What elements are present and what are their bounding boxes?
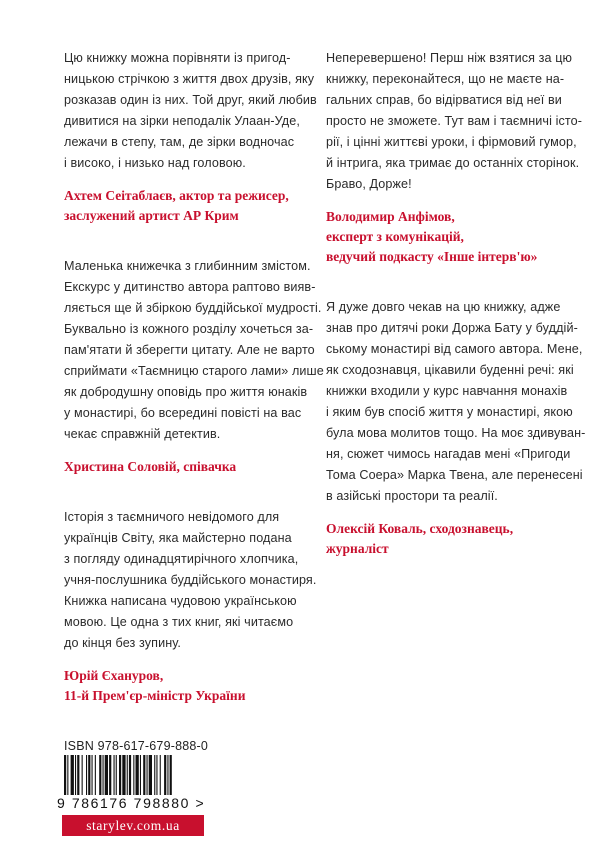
text-line: лежачи в степу, там, де зірки водночас bbox=[64, 135, 295, 149]
text-line: Я дуже довго чекав на цю книжку, адже bbox=[326, 300, 561, 314]
text-line: Тома Соера» Марка Твена, але перенесені bbox=[326, 468, 583, 482]
text-line: гальних справ, бо відірватися від неї ви bbox=[326, 93, 562, 107]
review-text bbox=[64, 48, 317, 174]
text-line: Історія з таємничого невідомого для bbox=[64, 510, 280, 524]
text-line: ня, сюжет чимось нагадав мені «Пригоди bbox=[326, 447, 571, 461]
text-line: й інтрига, яка тримає до останніх сторінок. bbox=[326, 156, 580, 170]
review-text bbox=[326, 297, 586, 507]
review bbox=[326, 48, 582, 267]
author-line: Ахтем Сеітаблаєв, актор та режисер, bbox=[64, 188, 289, 203]
text-line: Неперевершено! Перш ніж взятися за цю bbox=[326, 51, 573, 65]
text-line: книжки входили у курс навчання монахів bbox=[326, 384, 568, 398]
text-line: ляється ще й збіркою буддійської мудрості. bbox=[64, 301, 322, 315]
text-line: рії, і цінні життєві уроки, і фірмовий гумор, bbox=[326, 135, 577, 149]
text-line: в азійські простори та реалії. bbox=[326, 489, 498, 503]
review bbox=[64, 507, 317, 706]
text-line: сприймати «Таємницю старого лами» лише bbox=[64, 364, 324, 378]
author-line: заслужений артист АР Крим bbox=[64, 208, 239, 223]
text-line: просто не зможете. Тут вам і таємничі істо- bbox=[326, 114, 582, 128]
author-line: ведучий подкасту «Інше інтерв'ю» bbox=[326, 249, 538, 264]
review-text bbox=[64, 256, 324, 445]
right-column bbox=[326, 48, 586, 583]
review-author bbox=[326, 519, 566, 559]
website-badge bbox=[62, 815, 204, 836]
text-line: як добродушну оповідь про життя юнаків bbox=[64, 385, 308, 399]
author-line: Христина Соловій, співачка bbox=[64, 459, 237, 474]
text-line: пам'ятати й зберегти цитату. Але не варто bbox=[64, 343, 315, 357]
text-line: дивитися на зірки неподалік Улаан-Уде, bbox=[64, 114, 300, 128]
text-line: Цю книжку можна порівняти із пригод- bbox=[64, 51, 291, 65]
author-line: 11-й Прем'єр-міністр України bbox=[64, 688, 246, 703]
text-line: книжку, переконайтеся, що не маєте на- bbox=[326, 72, 565, 86]
left-column bbox=[64, 48, 324, 730]
review bbox=[64, 256, 324, 477]
text-line: українців Світу, яка майстерно подана bbox=[64, 531, 292, 545]
text-line: і яким був спосіб життя у монастирі, якою bbox=[326, 405, 573, 419]
isbn-label: ISBN 978-617-679-888-0 bbox=[64, 739, 209, 753]
text-line: ському монастирі від самого автора. Мене, bbox=[326, 342, 583, 356]
review bbox=[326, 297, 586, 559]
text-line: і високо, і низько над головою. bbox=[64, 156, 246, 170]
text-line: Браво, Дорже! bbox=[326, 177, 412, 191]
text-line: Книжка написана чудовою українською bbox=[64, 594, 297, 608]
review bbox=[64, 48, 317, 226]
author-line: Юрій Єхануров, bbox=[64, 668, 164, 683]
text-line: Буквально із кожного розділу хочеться за- bbox=[64, 322, 314, 336]
author-line: Володимир Анфімов, bbox=[326, 209, 455, 224]
text-line: у монастирі, бо всередині повісті на вас bbox=[64, 406, 302, 420]
text-line: ницькою стрічкою з життя двох друзів, яку bbox=[64, 72, 315, 86]
text-line: учня-послушника буддійського монастиря. bbox=[64, 573, 317, 587]
review-text bbox=[64, 507, 317, 654]
website-url: starylev.com.ua bbox=[86, 817, 180, 833]
review-author bbox=[64, 457, 294, 477]
text-line: як сходознавця, цікавили буденні речі: які bbox=[326, 363, 574, 377]
text-line: чекає справжній детектив. bbox=[64, 427, 221, 441]
text-line: мовою. Це одна з тих книг, які читаємо bbox=[64, 615, 294, 629]
author-line: експерт з комунікацій, bbox=[326, 229, 464, 244]
text-line: розказав один із них. Той друг, який любив bbox=[64, 93, 317, 107]
author-line: журналіст bbox=[326, 541, 389, 556]
author-line: Олексій Коваль, сходознавець, bbox=[326, 521, 514, 536]
text-line: з погляду одинадцятирічного хлопчика, bbox=[64, 552, 299, 566]
review-text bbox=[326, 48, 582, 195]
text-line: знав про дитячі роки Доржа Бату у буддій- bbox=[326, 321, 578, 335]
review-author bbox=[64, 186, 294, 226]
text-line: до кінця без зупину. bbox=[64, 636, 181, 650]
barcode-digits: 9 786176 798880 > bbox=[57, 795, 206, 811]
review-author bbox=[64, 666, 294, 706]
text-line: була мова молитов тощо. На моє здивуван- bbox=[326, 426, 586, 440]
review-author bbox=[326, 207, 566, 267]
text-line: Маленька книжечка з глибинним змістом. bbox=[64, 259, 311, 273]
text-line: Екскурс у дитинство автора раптово вияв- bbox=[64, 280, 316, 294]
